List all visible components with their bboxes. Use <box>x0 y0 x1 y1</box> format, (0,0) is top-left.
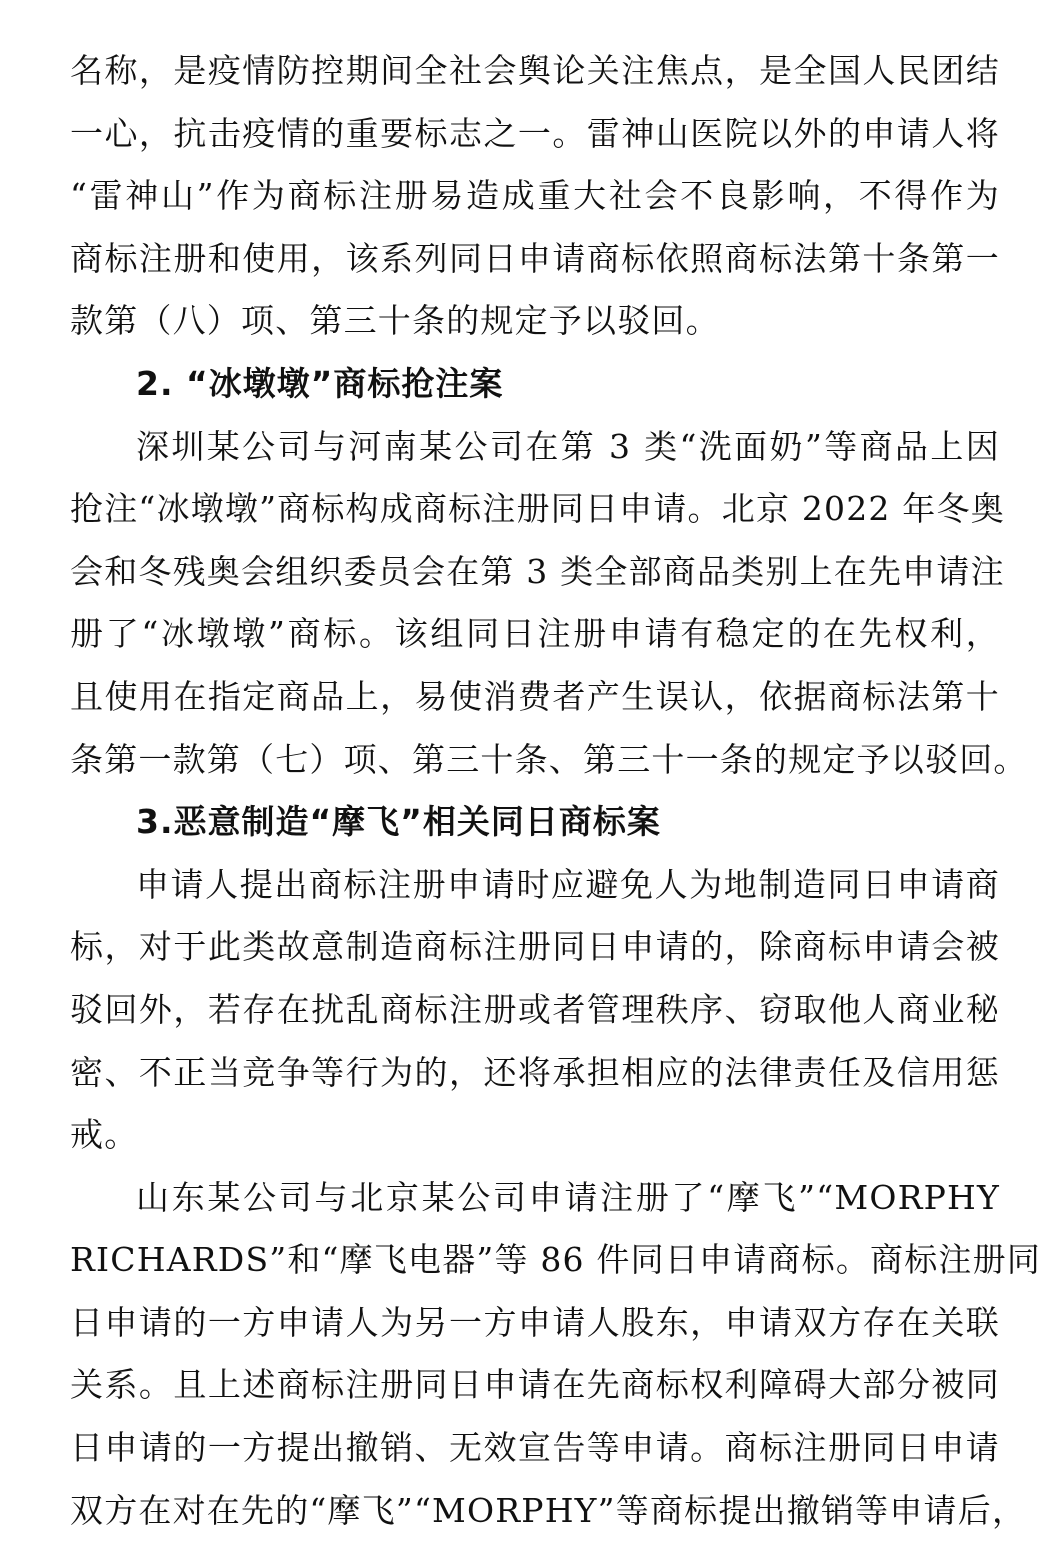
body-text-line: 深圳某公司与河南某公司在第 3 类“洗面奶”等商品上因 <box>136 426 1000 466</box>
body-text-line: 山东某公司与北京某公司申请注册了“摩飞”“MORPHY <box>136 1177 1000 1217</box>
document-page <box>70 40 1042 1542</box>
body-text-line: 商标注册和使用，该系列同日申请商标依照商标法第十条第一 <box>70 238 1000 278</box>
section-heading-3: 3.恶意制造“摩飞”相关同日商标案 <box>136 802 661 842</box>
body-text-line: “雷神山”作为商标注册易造成重大社会不良影响，不得作为 <box>70 176 1000 216</box>
body-text-line: 日申请的一方提出撤销、无效宣告等申请。商标注册同日申请 <box>70 1428 1000 1468</box>
body-text-line: 抢注“冰墩墩”商标构成商标注册同日申请。北京 2022 年冬奥 <box>70 489 1005 529</box>
body-text-line: 条第一款第（七）项、第三十条、第三十一条的规定予以驳回。 <box>70 739 1028 779</box>
body-text-line: 名称，是疫情防控期间全社会舆论关注焦点，是全国人民团结 <box>70 51 1000 90</box>
body-text-line: 双方在对在先的“摩飞”“MORPHY”等商标提出撤销等申请后， <box>70 1490 1027 1530</box>
body-text-line: 驳回外，若存在扰乱商标注册或者管理秩序、窃取他人商业秘 <box>70 989 1000 1029</box>
body-text-line: 一心，抗击疫情的重要标志之一。雷神山医院以外的申请人将 <box>70 113 1000 153</box>
body-text-line: 且使用在指定商品上，易使消费者产生误认，依据商标法第十 <box>70 676 1000 716</box>
body-text-line: 日申请的一方申请人为另一方申请人股东，申请双方存在关联 <box>70 1302 1000 1342</box>
body-text-line: 会和冬残奥会组织委员会在第 3 类全部商品类别上在先申请注 <box>70 551 1005 591</box>
section-heading-2: 2. “冰墩墩”商标抢注案 <box>136 363 504 403</box>
body-text-line: 册了“冰墩墩”商标。该组同日注册申请有稳定的在先权利， <box>70 614 1000 654</box>
body-text-line: 密、不正当竞争等行为的，还将承担相应的法律责任及信用惩 <box>70 1052 1000 1092</box>
body-text-line: 款第（八）项、第三十条的规定予以驳回。 <box>70 301 720 341</box>
body-text-line: 标，对于此类故意制造商标注册同日申请的，除商标申请会被 <box>70 927 1000 967</box>
body-text-line: 关系。且上述商标注册同日申请在先商标权利障碍大部分被同 <box>70 1365 1000 1405</box>
body-text-line: 申请人提出商标注册申请时应避免人为地制造同日申请商 <box>136 864 1000 904</box>
body-text-line: RICHARDS”和“摩飞电器”等 86 件同日申请商标。商标注册同 <box>70 1240 1042 1280</box>
body-text-line: 戒。 <box>70 1115 139 1155</box>
